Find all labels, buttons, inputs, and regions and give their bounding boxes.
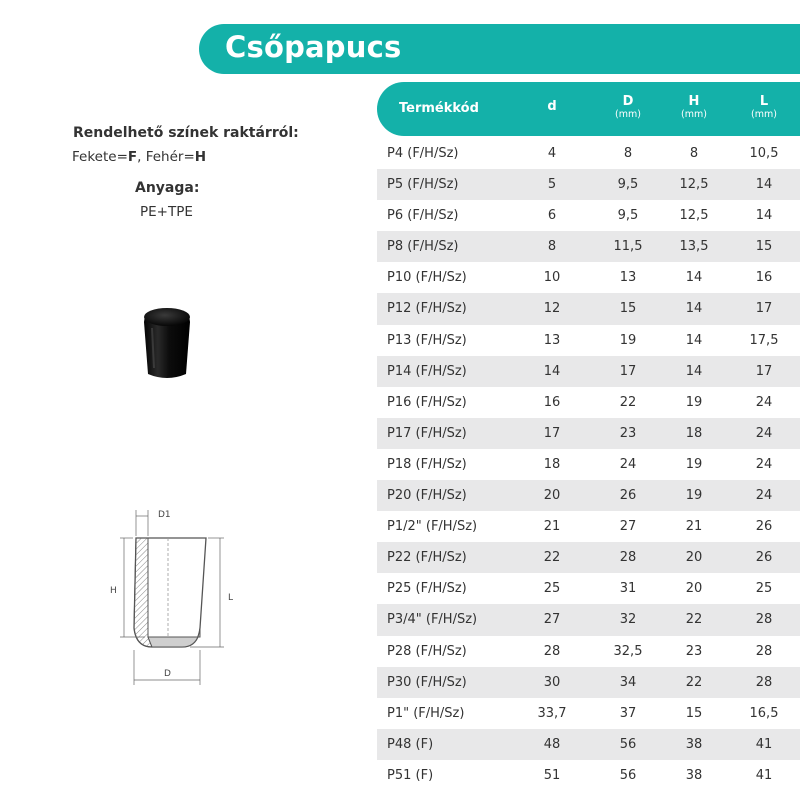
cell-D: 22: [619, 394, 637, 410]
cell-code: P51 (F): [387, 767, 434, 783]
table-header: [377, 82, 800, 136]
cell-D: 19: [619, 332, 637, 348]
cell-L: 26: [755, 519, 773, 535]
table-row: [377, 760, 800, 791]
cell-L: 17: [755, 301, 773, 317]
table-row: [377, 729, 800, 760]
cell-d: 20: [543, 488, 561, 504]
cell-D: 56: [619, 736, 637, 752]
cell-code: P1" (F/H/Sz): [387, 705, 465, 721]
cell-H: 21: [685, 519, 703, 535]
cell-L: 25: [755, 581, 773, 597]
cell-d: 4: [547, 146, 557, 161]
cell-H: 19: [685, 456, 703, 472]
cell-code: P22 (F/H/Sz): [387, 550, 467, 566]
table-row: [377, 387, 800, 418]
table-row: [377, 325, 800, 356]
cell-d: 22: [543, 550, 561, 566]
cell-H: 14: [685, 332, 703, 348]
cell-L: 24: [755, 456, 773, 472]
cell-L: 17,5: [749, 332, 779, 348]
cell-code: P18 (F/H/Sz): [387, 456, 467, 472]
cell-d: 33,7: [537, 705, 567, 721]
cell-D: 24: [619, 456, 637, 472]
cell-D: 9,5: [617, 177, 639, 193]
page-title: Csőpapucs: [225, 30, 402, 64]
cell-H: 14: [685, 270, 703, 286]
cell-L: 41: [755, 767, 773, 783]
dim-d-label: D: [164, 669, 171, 679]
table-row: [377, 604, 800, 635]
header-D-label: D: [622, 94, 634, 109]
cell-H: 12,5: [679, 208, 709, 224]
cell-d: 17: [543, 425, 561, 441]
colors-heading: Rendelhető színek raktárról:: [73, 125, 299, 141]
table-row: [377, 169, 800, 200]
cell-H: 20: [685, 581, 703, 597]
cell-code: P20 (F/H/Sz): [387, 488, 467, 504]
cell-L: 24: [755, 394, 773, 410]
cell-H: 8: [689, 146, 699, 161]
cell-D: 34: [619, 674, 637, 690]
cell-code: P28 (F/H/Sz): [387, 643, 467, 659]
header-H-unit: (mm): [681, 109, 707, 120]
cell-code: P4 (F/H/Sz): [387, 146, 459, 161]
cell-D: 13: [619, 270, 637, 286]
dim-h-label: H: [110, 586, 117, 596]
header-L-label: L: [759, 94, 769, 109]
table-row: [377, 418, 800, 449]
cell-D: 32,5: [613, 643, 643, 659]
table-row: [377, 138, 800, 169]
cell-code: P25 (F/H/Sz): [387, 581, 467, 597]
cell-L: 28: [755, 643, 773, 659]
cell-d: 21: [543, 519, 561, 535]
cell-d: 12: [543, 301, 561, 317]
table-row: [377, 573, 800, 604]
cell-code: P3/4" (F/H/Sz): [387, 612, 478, 628]
cell-D: 26: [619, 488, 637, 504]
colors-value: [72, 149, 206, 165]
cell-D: 11,5: [613, 239, 643, 255]
cell-d: 6: [547, 208, 557, 224]
table-row: [377, 698, 800, 729]
dim-l-label: L: [228, 593, 234, 603]
cell-L: 24: [755, 425, 773, 441]
cell-H: 19: [685, 394, 703, 410]
cell-d: 5: [547, 177, 557, 193]
cell-d: 25: [543, 581, 561, 597]
cell-code: P14 (F/H/Sz): [387, 363, 467, 379]
cell-L: 14: [755, 177, 773, 193]
header-d: d: [547, 99, 557, 114]
table-row: [377, 200, 800, 231]
cell-L: 28: [755, 674, 773, 690]
color-white-code: H: [194, 149, 207, 165]
cell-d: 8: [547, 239, 557, 255]
cell-D: 37: [619, 705, 637, 721]
cross-section-diagram: [100, 500, 250, 700]
table-row: [377, 542, 800, 573]
cell-H: 38: [685, 736, 703, 752]
cell-d: 18: [543, 456, 561, 472]
cell-L: 15: [755, 239, 773, 255]
cell-H: 38: [685, 767, 703, 783]
cell-code: P17 (F/H/Sz): [387, 425, 467, 441]
cell-D: 27: [619, 519, 637, 535]
cell-H: 18: [685, 425, 703, 441]
cell-L: 10,5: [749, 146, 779, 161]
cell-L: 16: [755, 270, 773, 286]
cell-D: 56: [619, 767, 637, 783]
header-L-unit: (mm): [751, 109, 777, 120]
table-row: [377, 480, 800, 511]
header-H: [670, 94, 718, 120]
table-row: [377, 667, 800, 698]
cell-H: 22: [685, 674, 703, 690]
material-value: PE+TPE: [140, 204, 193, 220]
table-row: [377, 231, 800, 262]
cell-code: P48 (F): [387, 736, 434, 752]
pipe-cap-photo: [126, 300, 210, 384]
cell-L: 26: [755, 550, 773, 566]
cell-L: 14: [755, 208, 773, 224]
cell-D: 23: [619, 425, 637, 441]
cell-d: 28: [543, 643, 561, 659]
cell-code: P6 (F/H/Sz): [387, 208, 459, 224]
table-row: [377, 356, 800, 387]
cell-code: P16 (F/H/Sz): [387, 394, 467, 410]
cell-H: 23: [685, 643, 703, 659]
cell-L: 17: [755, 363, 773, 379]
cell-D: 28: [619, 550, 637, 566]
cell-code: P12 (F/H/Sz): [387, 301, 467, 317]
cell-d: 30: [543, 674, 561, 690]
header-D: [604, 94, 652, 120]
cell-code: P8 (F/H/Sz): [387, 239, 459, 255]
color-separator: , Fehér=: [137, 149, 195, 165]
cell-H: 22: [685, 612, 703, 628]
title-banner: [199, 24, 800, 74]
cell-H: 19: [685, 488, 703, 504]
table-row: [377, 262, 800, 293]
cell-d: 16: [543, 394, 561, 410]
cell-H: 13,5: [679, 239, 709, 255]
header-product-code: Termékkód: [399, 101, 479, 116]
cell-H: 15: [685, 705, 703, 721]
cell-D: 15: [619, 301, 637, 317]
cell-code: P5 (F/H/Sz): [387, 177, 459, 193]
cell-H: 12,5: [679, 177, 709, 193]
cell-d: 10: [543, 270, 561, 286]
cell-L: 16,5: [749, 705, 779, 721]
cell-D: 31: [619, 581, 637, 597]
cell-D: 8: [623, 146, 633, 161]
cell-D: 9,5: [617, 208, 639, 224]
cell-D: 32: [619, 612, 637, 628]
header-L: [740, 94, 788, 120]
cell-d: 27: [543, 612, 561, 628]
table-row: [377, 449, 800, 480]
cell-L: 24: [755, 488, 773, 504]
cell-D: 17: [619, 363, 637, 379]
cell-d: 13: [543, 332, 561, 348]
color-black-code: F: [127, 149, 138, 165]
cell-H: 20: [685, 550, 703, 566]
cell-L: 28: [755, 612, 773, 628]
header-D-unit: (mm): [615, 109, 641, 120]
cell-d: 51: [543, 767, 561, 783]
table-row: [377, 293, 800, 324]
color-black-label: Fekete=: [72, 149, 128, 165]
cell-code: P13 (F/H/Sz): [387, 332, 467, 348]
cell-code: P1/2" (F/H/Sz): [387, 519, 478, 535]
cell-d: 14: [543, 363, 561, 379]
cell-d: 48: [543, 736, 561, 752]
table-row: [377, 511, 800, 542]
cell-code: P10 (F/H/Sz): [387, 270, 467, 286]
dim-d1-label: D1: [158, 510, 171, 520]
cell-H: 14: [685, 363, 703, 379]
cell-code: P30 (F/H/Sz): [387, 674, 467, 690]
table-body: [377, 138, 800, 791]
table-row: [377, 636, 800, 667]
cell-L: 41: [755, 736, 773, 752]
header-H-label: H: [688, 94, 700, 109]
material-heading: Anyaga:: [135, 180, 200, 196]
cell-H: 14: [685, 301, 703, 317]
